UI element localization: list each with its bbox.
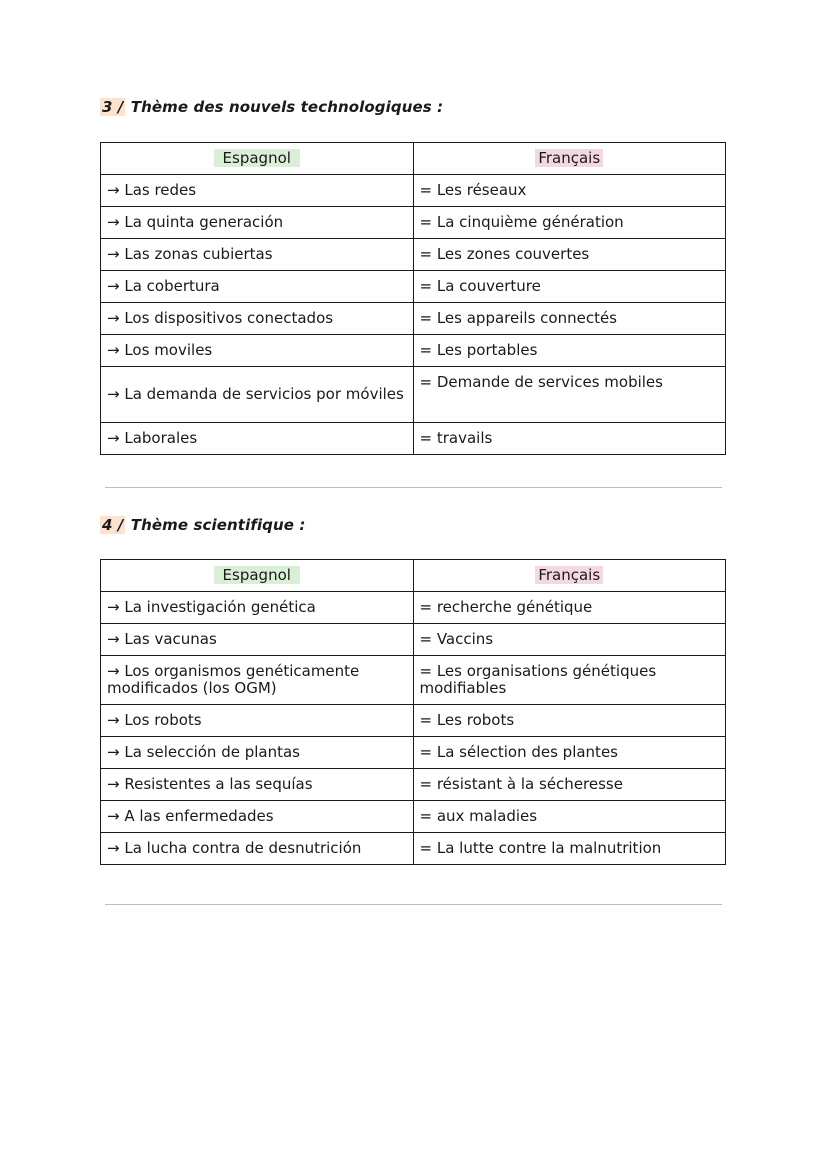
cell-fr: = Les réseaux: [413, 175, 726, 207]
table-row: [101, 737, 726, 769]
cell-es: → Los robots: [101, 705, 414, 737]
table-header-row: [101, 143, 726, 175]
table-row: [101, 303, 726, 335]
cell-fr: = La cinquième génération: [413, 207, 726, 239]
section-4-title: [100, 516, 306, 534]
header-es: Espagnol: [101, 560, 414, 592]
cell-fr: = Les portables: [413, 335, 726, 367]
table-row: [101, 335, 726, 367]
table-header-row: [101, 560, 726, 592]
section-title-text: Thème scientifique :: [130, 516, 306, 534]
table-row: [101, 656, 726, 705]
divider: [105, 904, 722, 905]
cell-fr: = résistant à la sécheresse: [413, 769, 726, 801]
table-row: [101, 207, 726, 239]
cell-es: → La cobertura: [101, 271, 414, 303]
table-row: [101, 367, 726, 423]
cell-es: → La selección de plantas: [101, 737, 414, 769]
cell-fr: = La sélection des plantes: [413, 737, 726, 769]
cell-es: → Las vacunas: [101, 624, 414, 656]
table-row: [101, 624, 726, 656]
header-es: Espagnol: [101, 143, 414, 175]
cell-fr: = Les organisations génétiques modifiables: [413, 656, 726, 705]
cell-es: → Laborales: [101, 423, 414, 455]
table-row: [101, 592, 726, 624]
cell-es: → La quinta generación: [101, 207, 414, 239]
cell-es: → Las zonas cubiertas: [101, 239, 414, 271]
cell-fr: = recherche génétique: [413, 592, 726, 624]
cell-es: → La lucha contra de desnutrición: [101, 833, 414, 865]
cell-fr: = Les appareils connectés: [413, 303, 726, 335]
cell-fr: = La lutte contre la malnutrition: [413, 833, 726, 865]
cell-es: → Resistentes a las sequías: [101, 769, 414, 801]
table-row: [101, 239, 726, 271]
vocab-table-technology: [100, 142, 726, 455]
vocab-table-science: [100, 559, 726, 865]
cell-es: → La demanda de servicios por móviles: [101, 367, 414, 423]
cell-fr: = Vaccins: [413, 624, 726, 656]
cell-fr: = Les robots: [413, 705, 726, 737]
cell-es: → Las redes: [101, 175, 414, 207]
table-row: [101, 175, 726, 207]
section-number: 4 /: [102, 516, 124, 534]
cell-es: → Los organismos genéticamente modificados (los OGM): [101, 656, 414, 705]
cell-es: → Los moviles: [101, 335, 414, 367]
cell-fr: = Demande de services mobiles: [413, 367, 726, 423]
cell-es: → La investigación genética: [101, 592, 414, 624]
cell-fr: = travails: [413, 423, 726, 455]
cell-es: → Los dispositivos conectados: [101, 303, 414, 335]
table-row: [101, 833, 726, 865]
section-title-text: Thème des nouvels technologiques :: [130, 98, 444, 116]
header-fr: Français: [413, 560, 726, 592]
header-fr: Français: [413, 143, 726, 175]
cell-fr: = aux maladies: [413, 801, 726, 833]
table-row: [101, 705, 726, 737]
divider: [105, 487, 722, 488]
section-number: 3 /: [102, 98, 124, 116]
table-row: [101, 423, 726, 455]
cell-fr: = Les zones couvertes: [413, 239, 726, 271]
table-row: [101, 801, 726, 833]
section-3-title: [100, 98, 443, 116]
table-row: [101, 271, 726, 303]
cell-fr: = La couverture: [413, 271, 726, 303]
cell-es: → A las enfermedades: [101, 801, 414, 833]
table-row: [101, 769, 726, 801]
